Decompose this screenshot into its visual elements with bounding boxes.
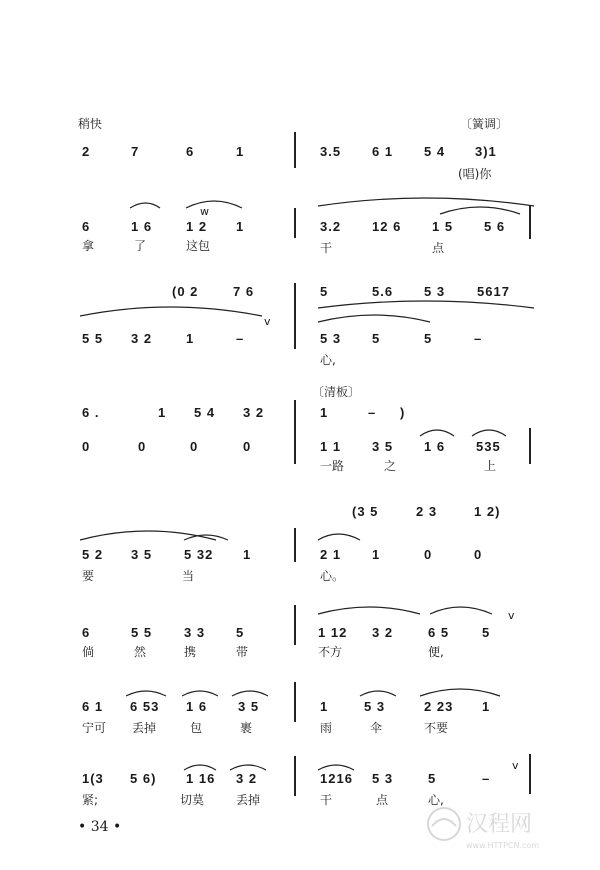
lyric: (唱)你 <box>458 167 492 181</box>
lyric: 点 <box>432 241 445 255</box>
note: 3.5 <box>320 144 342 159</box>
note: 5 3 <box>364 699 386 714</box>
note: 0 <box>243 439 252 454</box>
lyric: 切莫 <box>180 793 205 807</box>
lyric: 倘 <box>82 645 95 659</box>
note: 5 3 <box>372 771 394 786</box>
lyric: 当 <box>182 569 195 583</box>
note: 1 5 <box>432 219 454 234</box>
note: 3 5 <box>372 439 394 454</box>
lyric: 然 <box>134 645 147 659</box>
lyric: 便, <box>428 645 444 659</box>
watermark-brand: 汉程网 <box>466 812 533 837</box>
mode-mark-qingban: 〔清板〕 <box>312 385 361 399</box>
watermark-logo-icon <box>422 800 582 852</box>
note: 5.6 <box>372 284 394 299</box>
note: 1 <box>372 547 381 562</box>
note: 5 6) <box>130 771 157 786</box>
note: 1 <box>320 699 329 714</box>
note: 7 6 <box>233 284 255 299</box>
note: 6 <box>186 144 195 159</box>
lyric: 点 <box>376 793 389 807</box>
note: 5 4 <box>424 144 446 159</box>
note: 5 4 <box>194 405 216 420</box>
note: 0 <box>474 547 483 562</box>
lyric: 裹 <box>240 721 253 735</box>
note: 535 <box>476 439 501 454</box>
lyric: 心。 <box>320 569 345 583</box>
lyric: 干 <box>320 793 333 807</box>
note: 2 23 <box>424 699 454 714</box>
note: 1 12 <box>318 625 348 640</box>
note: 1 1 <box>320 439 342 454</box>
note: 3)1 <box>475 144 497 159</box>
lyric: 携 <box>184 645 197 659</box>
breath-mark: v <box>264 315 271 328</box>
note: (0 2 <box>172 284 199 299</box>
note: 1 16 <box>186 771 216 786</box>
note: 6 <box>82 625 91 640</box>
note: 5 32 <box>184 547 214 562</box>
lyric: 拿 <box>82 239 95 253</box>
note: 1 6 <box>131 219 153 234</box>
note: 5 <box>320 284 329 299</box>
note: 3 2 <box>236 771 258 786</box>
note: 6 1 <box>82 699 104 714</box>
lyric: 要 <box>82 569 95 583</box>
note: 1 2) <box>474 504 501 519</box>
note: 1 2 <box>186 219 208 234</box>
mode-mark-huangdiao: 〔簧调〕 <box>460 117 509 131</box>
note: 5617 <box>477 284 510 299</box>
barline-row1 <box>294 132 296 168</box>
note: – <box>236 331 245 346</box>
note: 3 5 <box>238 699 260 714</box>
note: 5 6 <box>484 219 506 234</box>
lyric: 雨 <box>320 721 333 735</box>
note: 6 53 <box>130 699 160 714</box>
note: 5 <box>482 625 491 640</box>
note: 5 <box>424 331 433 346</box>
page-number: • 34 • <box>78 819 122 835</box>
note: 3 2 <box>131 331 153 346</box>
note: 1 <box>236 219 245 234</box>
note: 6 . <box>82 405 100 420</box>
lyric: 宁可 <box>82 721 107 735</box>
note: 1 <box>158 405 167 420</box>
note: 6 <box>82 219 91 234</box>
note: 7 <box>131 144 140 159</box>
note: 5 3 <box>320 331 342 346</box>
lyric: 一路 <box>320 459 345 473</box>
note: – <box>474 331 483 346</box>
note: ) <box>400 405 406 420</box>
note: – <box>368 405 377 420</box>
note: 0 <box>190 439 199 454</box>
note: 0 <box>424 547 433 562</box>
note: 1 <box>186 331 195 346</box>
note: 6 1 <box>372 144 394 159</box>
note: 1216 <box>320 771 353 786</box>
breath-mark: v <box>508 609 515 622</box>
lyric: 带 <box>236 645 249 659</box>
note: 1 6 <box>186 699 208 714</box>
note: 1 <box>482 699 491 714</box>
lyric: 心, <box>320 353 336 367</box>
note: 3 5 <box>131 547 153 562</box>
lyric: 丢掉 <box>132 721 157 735</box>
breath-mark: v <box>512 759 519 772</box>
note: 6 5 <box>428 625 450 640</box>
lyric: 这包 <box>186 239 211 253</box>
lyric: 包 <box>190 721 203 735</box>
lyric: 之 <box>384 459 397 473</box>
note: 1 <box>236 144 245 159</box>
note: 1 6 <box>424 439 446 454</box>
lyric: 心, <box>428 793 444 807</box>
note: 1 <box>243 547 252 562</box>
note: 0 <box>138 439 147 454</box>
note: 3 3 <box>184 625 206 640</box>
note: 12 6 <box>372 219 402 234</box>
note: 5 <box>428 771 437 786</box>
note: 5 <box>372 331 381 346</box>
lyric: 了 <box>134 239 147 253</box>
lyric: 干 <box>320 241 333 255</box>
note: 1(3 <box>82 771 104 786</box>
note: 3 2 <box>372 625 394 640</box>
note: 3 2 <box>243 405 265 420</box>
note: 2 3 <box>416 504 438 519</box>
watermark <box>422 800 582 856</box>
note: 3.2 <box>320 219 342 234</box>
lyric: 不方 <box>318 645 343 659</box>
lyric: 不要 <box>424 721 449 735</box>
tempo-mark: 稍快 <box>78 117 103 131</box>
note: 5 3 <box>424 284 446 299</box>
watermark-url: www.HTTPCN.com <box>466 841 540 850</box>
lyric: 紧; <box>82 793 99 807</box>
note: 5 5 <box>82 331 104 346</box>
note: 2 1 <box>320 547 342 562</box>
note: 5 5 <box>131 625 153 640</box>
lyric: 丢掉 <box>236 793 261 807</box>
note: 2 <box>82 144 91 159</box>
lyric: 上 <box>484 459 497 473</box>
note: 0 <box>82 439 91 454</box>
slur-group-row5 <box>0 420 600 440</box>
note: (3 5 <box>352 504 379 519</box>
note: 5 2 <box>82 547 104 562</box>
note: 1 <box>320 405 329 420</box>
ornament-mark: w <box>200 205 209 218</box>
note: 5 <box>236 625 245 640</box>
note: – <box>482 771 491 786</box>
lyric: 伞 <box>370 721 383 735</box>
